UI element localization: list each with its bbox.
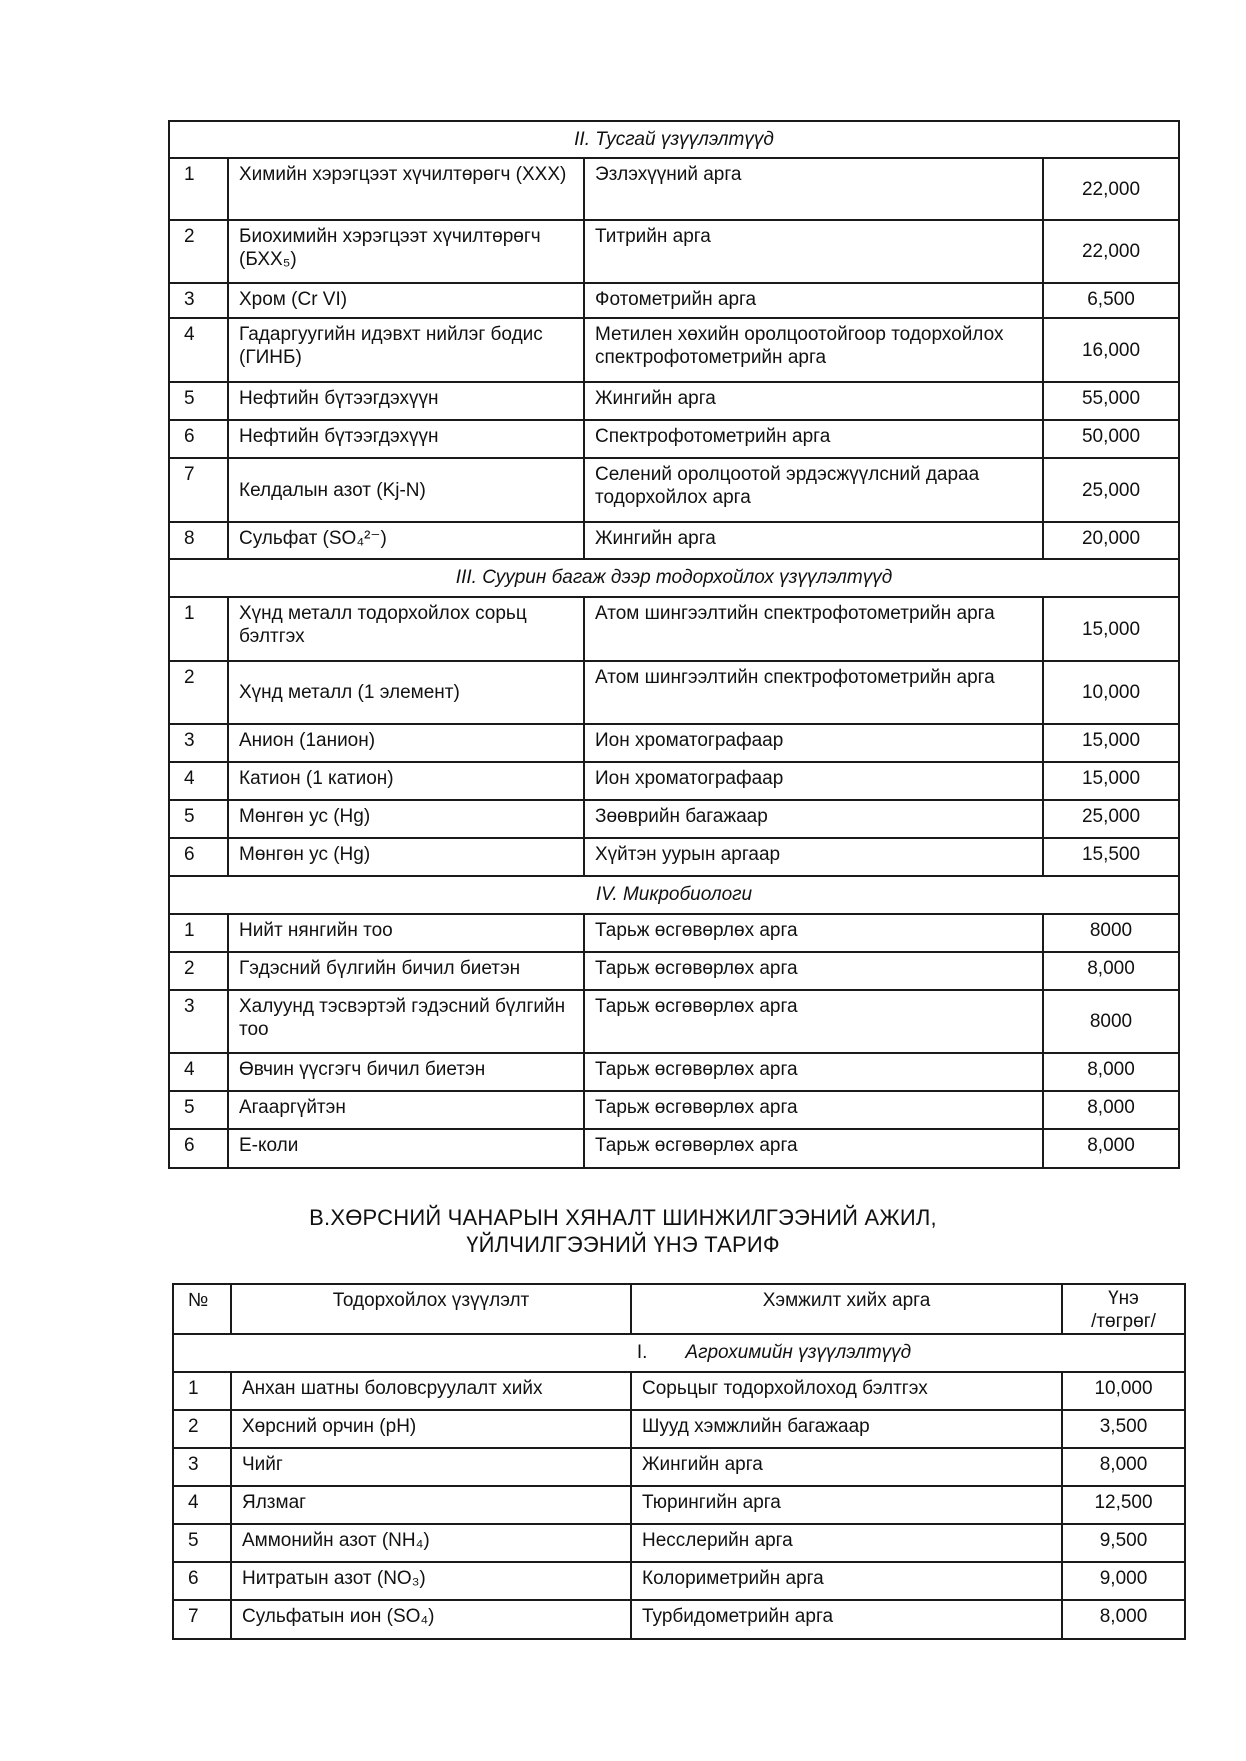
table-row: [169, 990, 1179, 1053]
table-row: [169, 220, 1179, 283]
price: 8000: [1043, 914, 1179, 952]
parameter-name: Ялзмаг: [231, 1486, 631, 1524]
parameter-name: Хүнд металл тодорхойлох сорьц бэлтгэх: [228, 597, 584, 661]
row-number: 5: [169, 800, 228, 838]
parameter-name: Е-коли: [228, 1129, 584, 1168]
method: Жингийн арга: [584, 382, 1043, 420]
method: Зөөврийн багажаар: [584, 800, 1043, 838]
section-title-text: Агрохимийн үзүүлэлтүүд: [685, 1342, 912, 1363]
parameter-name: Мөнгөн ус (Hg): [228, 838, 584, 876]
price: 20,000: [1043, 522, 1179, 559]
method: Атом шингээлтийн спектрофотометрийн арга: [584, 661, 1043, 724]
parameter-name: Агааргүйтэн: [228, 1091, 584, 1129]
price: 16,000: [1043, 318, 1179, 382]
header-parameter: Тодорхойлох үзүүлэлт: [231, 1284, 631, 1334]
method: Хүйтэн уурын аргаар: [584, 838, 1043, 876]
method: Шууд хэмжлийн багажаар: [631, 1410, 1062, 1448]
parameter-name: Мөнгөн ус (Hg): [228, 800, 584, 838]
method: Несслерийн арга: [631, 1524, 1062, 1562]
price: 15,500: [1043, 838, 1179, 876]
table-row: [169, 283, 1179, 318]
header-number: №: [173, 1284, 231, 1334]
price: 3,500: [1062, 1410, 1185, 1448]
parameter-name: Сульфатын ион (SO₄): [231, 1600, 631, 1639]
parameter-name: Келдалын азот (Kj-N): [228, 458, 584, 522]
row-number: 7: [173, 1600, 231, 1639]
table-row: [173, 1562, 1185, 1600]
row-number: 2: [169, 952, 228, 990]
parameter-name: Гэдэсний бүлгийн бичил биетэн: [228, 952, 584, 990]
parameter-name: Сульфат (SO₄²⁻): [228, 522, 584, 559]
method: Тарьж өсгөвөрлөх арга: [584, 1129, 1043, 1168]
row-number: 3: [173, 1448, 231, 1486]
row-number: 3: [169, 283, 228, 318]
parameter-name: Анхан шатны боловсруулалт хийх: [231, 1372, 631, 1410]
method: Тарьж өсгөвөрлөх арга: [584, 914, 1043, 952]
price: 15,000: [1043, 762, 1179, 800]
method: Спектрофотометрийн арга: [584, 420, 1043, 458]
parameter-name: Биохимийн хэрэгцээт хүчилтөрөгч (БХХ₅): [228, 220, 584, 283]
row-number: 8: [169, 522, 228, 559]
row-number: 3: [169, 724, 228, 762]
section-header-row: [169, 559, 1179, 597]
table-row: [169, 724, 1179, 762]
row-number: 1: [173, 1372, 231, 1410]
parameter-name: Нефтийн бүтээгдэхүүн: [228, 382, 584, 420]
price: 8,000: [1043, 952, 1179, 990]
method: Селений оролцоотой эрдэсжүүлсний дараа тодорхойлох арга: [584, 458, 1043, 522]
header-price-label: Үнэ: [1108, 1288, 1139, 1309]
parameter-name: Нефтийн бүтээгдэхүүн: [228, 420, 584, 458]
method: Сорьцыг тодорхойлоход бэлтгэх: [631, 1372, 1062, 1410]
price: 25,000: [1043, 800, 1179, 838]
method: Колориметрийн арга: [631, 1562, 1062, 1600]
section-title: III. Суурин багаж дээр тодорхойлох үзүүлэлтүүд: [169, 559, 1179, 597]
parameter-name: Хөрсний орчин (pH): [231, 1410, 631, 1448]
tariff-table-soil: [172, 1283, 1186, 1640]
method: Тарьж өсгөвөрлөх арга: [584, 1091, 1043, 1129]
method: Жингийн арга: [584, 522, 1043, 559]
method: Тарьж өсгөвөрлөх арга: [584, 1053, 1043, 1091]
table-row: [173, 1448, 1185, 1486]
price: 15,000: [1043, 724, 1179, 762]
table-row: [169, 597, 1179, 661]
row-number: 5: [169, 382, 228, 420]
table-row: [169, 762, 1179, 800]
section-heading-soil-tariff: [0, 1204, 1246, 1258]
table-row: [169, 458, 1179, 522]
heading-line-2: ҮЙЛЧИЛГЭЭНИЙ ҮНЭ ТАРИФ: [466, 1232, 780, 1257]
method: Тарьж өсгөвөрлөх арга: [584, 952, 1043, 990]
parameter-name: Хром (Cr VI): [228, 283, 584, 318]
header-price-unit: /төгрөг/: [1091, 1311, 1156, 1332]
parameter-name: Чийг: [231, 1448, 631, 1486]
method: Жингийн арга: [631, 1448, 1062, 1486]
row-number: 6: [169, 420, 228, 458]
method: Атом шингээлтийн спектрофотометрийн арга: [584, 597, 1043, 661]
table-row: [173, 1486, 1185, 1524]
table-row: [169, 522, 1179, 559]
price: 15,000: [1043, 597, 1179, 661]
table-row: [169, 914, 1179, 952]
price: 8,000: [1043, 1091, 1179, 1129]
row-number: 2: [169, 661, 228, 724]
price: 8,000: [1043, 1053, 1179, 1091]
row-number: 4: [169, 318, 228, 382]
row-number: 5: [173, 1524, 231, 1562]
table-row: [169, 158, 1179, 220]
section-title: [173, 1334, 1185, 1372]
row-number: 1: [169, 914, 228, 952]
row-number: 2: [169, 220, 228, 283]
table-row: [169, 382, 1179, 420]
row-number: 4: [173, 1486, 231, 1524]
price: 6,500: [1043, 283, 1179, 318]
price: 12,500: [1062, 1486, 1185, 1524]
table-row: [169, 318, 1179, 382]
price: 8,000: [1062, 1448, 1185, 1486]
parameter-name: Химийн хэрэгцээт хүчилтөрөгч (ХХХ): [228, 158, 584, 220]
table-row: [169, 420, 1179, 458]
section-header-row: [173, 1334, 1185, 1372]
price: 10,000: [1043, 661, 1179, 724]
parameter-name: Хүнд металл (1 элемент): [228, 661, 584, 724]
section-roman-numeral: I.: [636, 1342, 648, 1363]
method: Титрийн арга: [584, 220, 1043, 283]
method: Ион хроматографаар: [584, 762, 1043, 800]
header-price: [1062, 1284, 1185, 1334]
method: Тюрингийн арга: [631, 1486, 1062, 1524]
method: Эзлэхүүний арга: [584, 158, 1043, 220]
table-row: [169, 952, 1179, 990]
method: Тарьж өсгөвөрлөх арга: [584, 990, 1043, 1053]
price: 22,000: [1043, 158, 1179, 220]
row-number: 4: [169, 1053, 228, 1091]
section-header-row: [169, 876, 1179, 914]
row-number: 3: [169, 990, 228, 1053]
price: 8,000: [1043, 1129, 1179, 1168]
table-row: [173, 1410, 1185, 1448]
section-title: II. Тусгай үзүүлэлтүүд: [169, 121, 1179, 158]
method: Метилен хөхийн оролцоотойгоор тодорхойлох спектрофотометрийн арга: [584, 318, 1043, 382]
row-number: 7: [169, 458, 228, 522]
table-row: [169, 838, 1179, 876]
row-number: 4: [169, 762, 228, 800]
price: 25,000: [1043, 458, 1179, 522]
table-row: [169, 1091, 1179, 1129]
section-title: IV. Микробиологи: [169, 876, 1179, 914]
price: 9,500: [1062, 1524, 1185, 1562]
table-row: [169, 1053, 1179, 1091]
table-row: [173, 1372, 1185, 1410]
parameter-name: Анион (1анион): [228, 724, 584, 762]
header-method: Хэмжилт хийх арга: [631, 1284, 1062, 1334]
method: Фотометрийн арга: [584, 283, 1043, 318]
row-number: 1: [169, 597, 228, 661]
price: 55,000: [1043, 382, 1179, 420]
table-row: [169, 661, 1179, 724]
row-number: 1: [169, 158, 228, 220]
price: 8,000: [1062, 1600, 1185, 1639]
table-row: [169, 800, 1179, 838]
row-number: 6: [169, 838, 228, 876]
method: Турбидометрийн арга: [631, 1600, 1062, 1639]
row-number: 2: [173, 1410, 231, 1448]
price: 8000: [1043, 990, 1179, 1053]
tariff-table-water: [168, 120, 1180, 1169]
parameter-name: Өвчин үүсгэгч бичил биетэн: [228, 1053, 584, 1091]
section-header-row: [169, 121, 1179, 158]
parameter-name: Нитратын азот (NO₃): [231, 1562, 631, 1600]
method: Ион хроматографаар: [584, 724, 1043, 762]
price: 10,000: [1062, 1372, 1185, 1410]
table-row: [173, 1600, 1185, 1639]
parameter-name: Аммонийн азот (NH₄): [231, 1524, 631, 1562]
parameter-name: Гадаргуугийн идэвхт нийлэг бодис (ГИНБ): [228, 318, 584, 382]
row-number: 6: [169, 1129, 228, 1168]
parameter-name: Халуунд тэсвэртэй гэдэсний бүлгийн тоо: [228, 990, 584, 1053]
header-row: [173, 1284, 1185, 1334]
row-number: 6: [173, 1562, 231, 1600]
parameter-name: Катион (1 катион): [228, 762, 584, 800]
heading-line-1: В.ХӨРСНИЙ ЧАНАРЫН ХЯНАЛТ ШИНЖИЛГЭЭНИЙ АЖИЛ,: [309, 1205, 937, 1230]
table-row: [169, 1129, 1179, 1168]
row-number: 5: [169, 1091, 228, 1129]
price: 9,000: [1062, 1562, 1185, 1600]
price: 50,000: [1043, 420, 1179, 458]
table-row: [173, 1524, 1185, 1562]
parameter-name: Нийт нянгийн тоо: [228, 914, 584, 952]
price: 22,000: [1043, 220, 1179, 283]
